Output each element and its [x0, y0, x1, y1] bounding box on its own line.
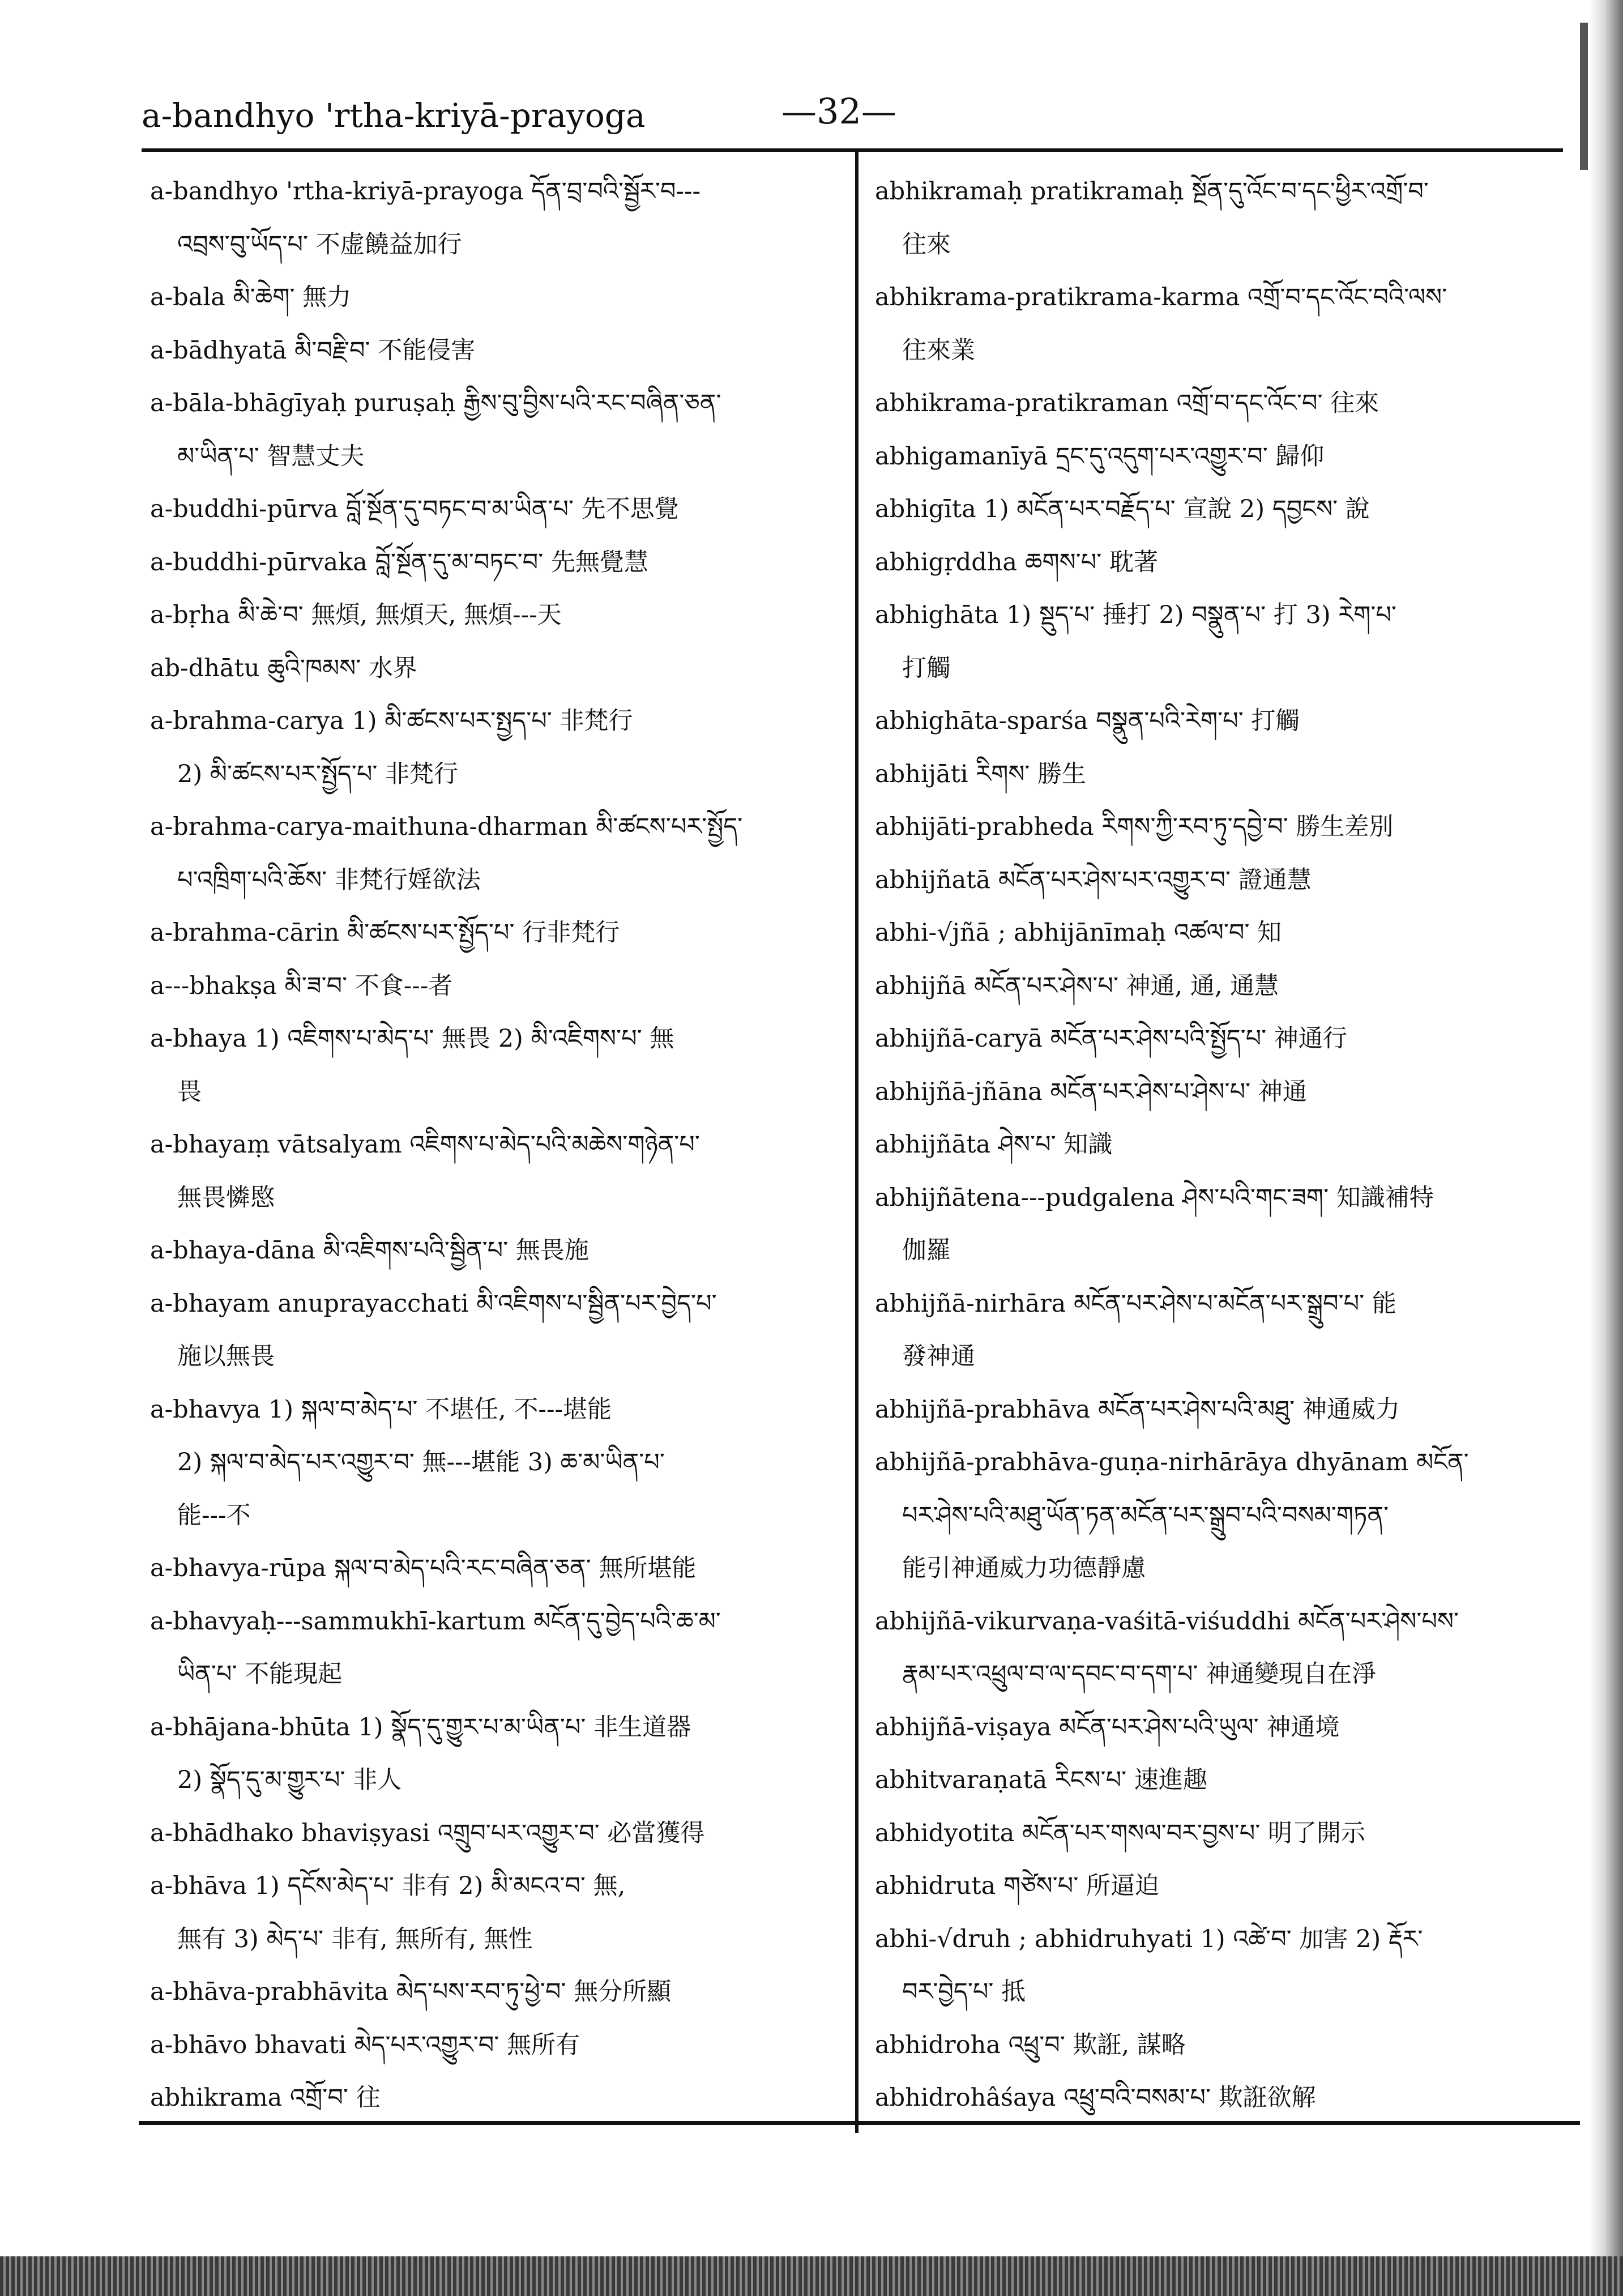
dictionary-entry-line: a-bhāva-prabhāvita མེད་པས་རབ་ཏུ་ཕྱེ་བ་ 無分所顯	[150, 1978, 672, 2006]
entry-continuation-line: བར་བྱེད་པ་ 抵	[902, 1978, 1026, 2006]
dictionary-entry-line: a-brahma-carya-maithuna-dharman མི་ཚངས་པར་སྤྱོད་	[150, 813, 743, 841]
scan-bottom-edge	[0, 2256, 1623, 2296]
dictionary-entry-line: a-bhājana-bhūta 1) སྣོད་དུ་གྱུར་པ་མ་ཡིན་པ་ 非生道器	[150, 1713, 691, 1742]
page-header	[142, 91, 1563, 153]
dictionary-entry-line: a-brahma-carya 1) མི་ཚངས་པར་སྤྱད་པ་ 非梵行	[150, 707, 633, 735]
dictionary-entry-line: a-bhaya 1) འཇིགས་པ་མེད་པ་ 無畏 2) མི་འཇིགས་པ་ 無	[150, 1025, 674, 1053]
column-divider	[855, 151, 859, 2133]
dictionary-entry-line: abhikramaḥ pratikramaḥ སྔོན་དུ་འོང་བ་དང་ཕྱིར་འགྲོ་བ་	[875, 177, 1429, 206]
header-rule	[142, 148, 1563, 152]
entry-continuation-line: 畏	[177, 1077, 202, 1106]
dictionary-entry-line: abhikrama-pratikrama-karma འགྲོ་བ་དང་འོང་བའི་ལས་	[875, 283, 1447, 311]
left-column	[150, 165, 838, 2125]
dictionary-entry-line: abhighāta-sparśa བསྣུན་པའི་རེག་པ་ 打觸	[875, 707, 1300, 735]
dictionary-entry-line: abhijñātena---pudgalena ཤེས་པའི་གང་ཟག་ 知識補特	[875, 1183, 1434, 1212]
dictionary-entry-line: a-bhayam anuprayacchati མི་འཇིགས་པ་སྦྱིན་པར་བྱེད་པ་	[150, 1289, 717, 1318]
dictionary-entry-line: abhighāta 1) སྡུད་པ་ 捶打 2) བསྣུན་པ་ 打 3) རེག་པ་	[875, 601, 1396, 629]
entry-continuation-line: ཡིན་པ་ 不能現起	[177, 1660, 343, 1688]
entry-continuation-line: 往來業	[902, 336, 975, 365]
entry-continuation-line: 能---不	[177, 1501, 251, 1530]
entry-continuation-line: 施以無畏	[177, 1342, 275, 1371]
dictionary-entry-line: abhikrama-pratikraman འགྲོ་བ་དང་འོང་བ་ 往來	[875, 389, 1379, 417]
dictionary-entry-line: abhigamanīyā དྲང་དུ་འདུག་པར་འགྱུར་བ་ 歸仰	[875, 442, 1325, 471]
entry-continuation-line: རྣམ་པར་འཕྲུལ་བ་ལ་དབང་བ་དག་པ་ 神通變現自在淨	[902, 1660, 1377, 1688]
dictionary-entry-line: abhidruta གཙེས་པ་ 所逼迫	[875, 1872, 1159, 1900]
entry-continuation-line: པ་འཁྲིག་པའི་ཆོས་ 非梵行婬欲法	[177, 865, 481, 894]
entry-continuation-line: 發神通	[902, 1342, 975, 1371]
dictionary-entry-line: abhijñā-nirhāra མངོན་པར་ཤེས་པ་མངོན་པར་སྒྲུབ་པ་ 能	[875, 1289, 1396, 1318]
entry-continuation-line: 伽羅	[902, 1236, 951, 1265]
entry-continuation-line: འབྲས་བུ་ཡོད་པ་ 不虚饒益加行	[177, 230, 462, 259]
dictionary-entry-line: abhidroha འཕྲུ་བ་ 欺誑, 謀略	[875, 2030, 1186, 2059]
entry-continuation-line: 無畏憐愍	[177, 1183, 275, 1212]
dictionary-entry-line: a-bhavyaḥ---sammukhī-kartum མངོན་དུ་བྱེད་པའི་ཆ་མ་	[150, 1607, 721, 1636]
dictionary-entry-line: abhigīta 1) མངོན་པར་བརྗོད་པ་ 宣說 2) དབྱངས་ 說	[875, 495, 1370, 523]
scan-edge-shadow	[1589, 0, 1623, 2296]
dictionary-entry-line: a-brahma-cārin མི་ཚངས་པར་སྤྱོད་པ་ 行非梵行	[150, 919, 620, 947]
dictionary-entry-line: a-bāla-bhāgīyaḥ puruṣaḥ རྒྱིས་བུ་བྱིས་པའི་རང་བཞིན་ཅན་	[150, 389, 721, 417]
dictionary-entry-line: abhijāti རིགས་ 勝生	[875, 759, 1087, 788]
dictionary-entry-line: a-buddhi-pūrvaka བློ་སྔོན་དུ་མ་བཏང་བ་ 先無覺慧	[150, 548, 648, 577]
dictionary-entry-line: abhijñā-viṣaya མངོན་པར་ཤེས་པའི་ཡུལ་ 神通境	[875, 1713, 1340, 1742]
dictionary-entry-line: abhijñā མངོན་པར་ཤེས་པ་ 神通, 通, 通慧	[875, 971, 1279, 1000]
entry-continuation-line: 無有 3) མེད་པ་ 非有, 無所有, 無性	[177, 1924, 533, 1953]
dictionary-entry-line: a-bādhyatā མི་བརྗི་བ་ 不能侵害	[150, 336, 476, 365]
dictionary-entry-line: abhikrama འགྲོ་བ་ 往	[150, 2084, 381, 2112]
dictionary-entry-line: a-bhaya-dāna མི་འཇིགས་པའི་སྦྱིན་པ་ 無畏施	[150, 1236, 589, 1265]
dictionary-entry-line: abhitvaraṇatā རིངས་པ་ 速進趣	[875, 1766, 1207, 1794]
dictionary-entry-line: a-bṛha མི་ཆེ་བ་ 無煩, 無煩天, 無煩---天	[150, 601, 562, 629]
footer-rule	[139, 2121, 1580, 2125]
entry-continuation-line: པར་ཤེས་པའི་མཐུ་ཡོན་ཏན་མངོན་པར་སྒྲུབ་པའི་བསམ་གཏན་	[902, 1501, 1389, 1530]
dictionary-entry-line: a-bandhyo 'rtha-kriyā-prayoga དོན་བྲ་བའི་སྦྱོར་བ---	[150, 177, 701, 206]
dictionary-entry-line: abhidyotita མངོན་པར་གསལ་བར་བྱས་པ་ 明了開示	[875, 1819, 1365, 1847]
dictionary-entry-line: a-bhādhako bhaviṣyasi འགྲུབ་པར་འགྱུར་བ་ 必當獲得	[150, 1819, 705, 1847]
dictionary-entry-line: abhijñā-prabhāva མངོན་པར་ཤེས་པའི་མཐུ་ 神通威力	[875, 1395, 1400, 1424]
dictionary-entry-line: a-bhāvo bhavati མེད་པར་འགྱུར་བ་ 無所有	[150, 2030, 580, 2059]
dictionary-entry-line: abhijñā-caryā མངོན་པར་ཤེས་པའི་སྤྱོད་པ་ 神通行	[875, 1025, 1347, 1053]
entry-continuation-line: 往來	[902, 230, 951, 259]
dictionary-entry-line: abhigṛddha ཆགས་པ་ 耽著	[875, 548, 1158, 577]
right-column	[875, 165, 1554, 2125]
entry-continuation-line: 能引神通威力功德靜慮	[902, 1554, 1146, 1582]
dictionary-entry-line: abhijñatā མངོན་པར་ཤེས་པར་འགྱུར་བ་ 證通慧	[875, 865, 1312, 894]
running-head: a-bandhyo 'rtha-kriyā-prayoga	[142, 96, 646, 135]
dictionary-entry-line: abhijñāta ཤེས་པ་ 知識	[875, 1130, 1113, 1159]
dictionary-entry-line: abhijñā-jñāna མངོན་པར་ཤེས་པ་ཤེས་པ་ 神通	[875, 1077, 1307, 1106]
scan-crease-mark	[1580, 23, 1588, 170]
entry-continuation-line: 2) སྣོད་དུ་མ་གྱུར་པ་ 非人	[177, 1766, 402, 1794]
dictionary-entry-line: abhijāti-prabheda རིགས་ཀྱི་རབ་ཏུ་དབྱེ་བ་ 勝生差別	[875, 813, 1394, 841]
entry-continuation-line: མ་ཡིན་པ་ 智慧丈夫	[177, 442, 365, 471]
entry-continuation-line: 2) མི་ཚངས་པར་སྤྱོད་པ་ 非梵行	[177, 759, 459, 788]
dictionary-entry-line: a-buddhi-pūrva བློ་སྔོན་དུ་བཏང་བ་མ་ཡིན་པ་ 先不思覺	[150, 495, 679, 523]
dictionary-entry-line: a---bhakṣa མི་ཟ་བ་ 不食---者	[150, 971, 453, 1000]
entry-continuation-line: 2) སྐལ་བ་མེད་པར་འགྱུར་བ་ 無---堪能 3) ཆ་མ་ཡིན་པ་	[177, 1448, 665, 1476]
dictionary-entry-line: abhijñā-prabhāva-guṇa-nirhārāya dhyānam མངོན་	[875, 1448, 1469, 1476]
page-number: —32—	[781, 91, 896, 132]
dictionary-entry-line: abhidrohâśaya འཕྲུ་བའི་བསམ་པ་ 欺誑欲解	[875, 2084, 1316, 2112]
dictionary-entry-line: a-bhavya-rūpa སྐལ་བ་མེད་པའི་རང་བཞིན་ཅན་ 無所堪能	[150, 1554, 697, 1582]
entry-continuation-line: 打觸	[902, 654, 951, 682]
dictionary-entry-line: abhijñā-vikurvaṇa-vaśitā-viśuddhi མངོན་པར་ཤེས་པས་	[875, 1607, 1459, 1636]
dictionary-entry-line: abhi-√jñā ; abhijānīmaḥ འཚལ་བ་ 知	[875, 919, 1282, 947]
dictionary-entry-line: abhi-√druh ; abhidruhyati 1) འཚེ་བ་ 加害 2) རྡོར་	[875, 1924, 1423, 1953]
dictionary-entry-line: a-bhayaṃ vātsalyam འཇིགས་པ་མེད་པའི་མཆེས་གཉེན་པ་	[150, 1130, 700, 1159]
dictionary-entry-line: a-bala མི་ཆེག་ 無力	[150, 283, 352, 311]
dictionary-entry-line: ab-dhātu ཆུའི་ཁམས་ 水界	[150, 654, 417, 682]
dictionary-entry-line: a-bhāva 1) དངོས་མེད་པ་ 非有 2) མི་མངའ་བ་ 無,	[150, 1872, 626, 1900]
dictionary-entry-line: a-bhavya 1) སྐལ་བ་མེད་པ་ 不堪任, 不---堪能	[150, 1395, 612, 1424]
